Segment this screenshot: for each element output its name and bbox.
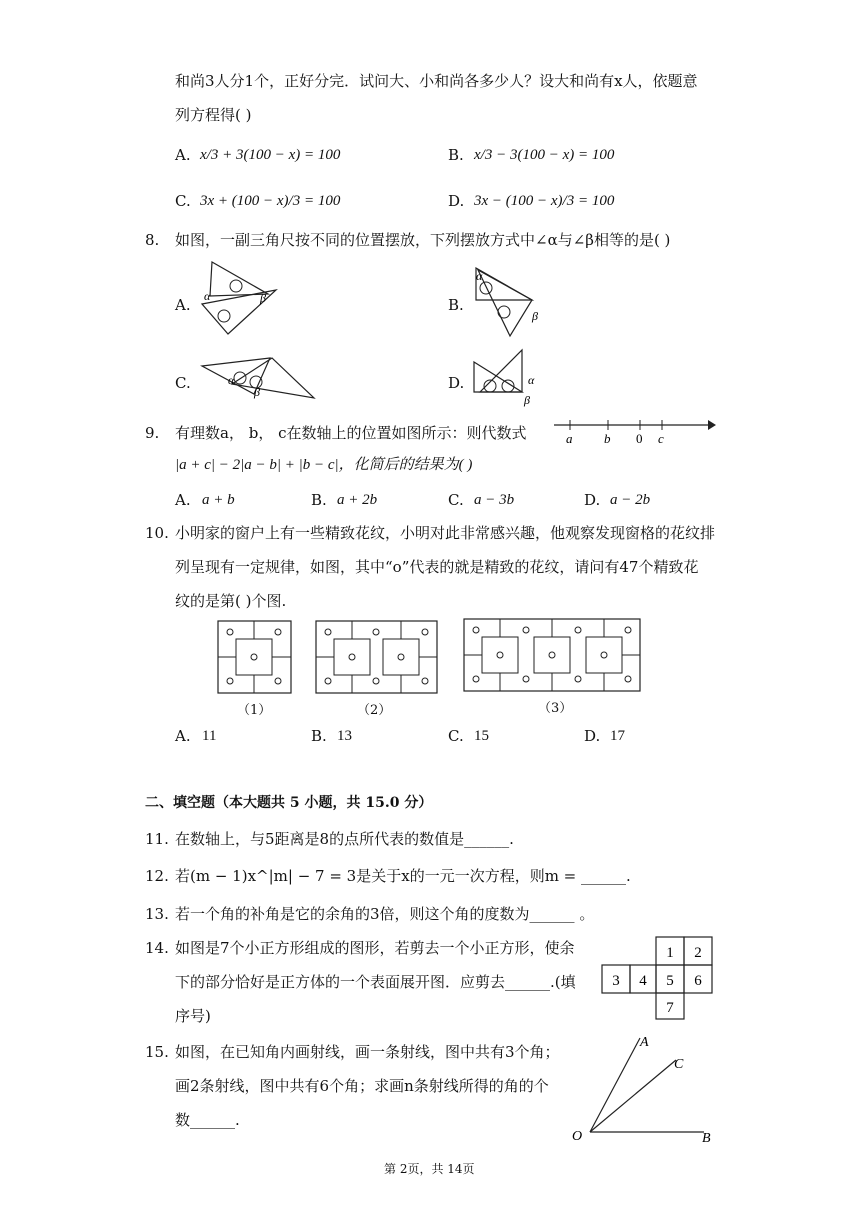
q15-line1: 如图，在已知角内画射线，画一条射线，图中共有3个角； (175, 1043, 560, 1061)
q8-option-a-label: A. (175, 296, 191, 314)
point-o-label: O (572, 1129, 583, 1144)
q7-option-d: 3x − (100 − x)/3 = 100 (474, 193, 615, 209)
q10-line3: 纹的是第( )个图. (175, 592, 287, 610)
q10-option-b: 13 (337, 728, 352, 744)
q7-option-a-label: A. (175, 146, 191, 164)
alpha-label: α (228, 373, 235, 387)
q9-number: 9. (145, 424, 160, 442)
q13-number: 13. (145, 905, 169, 923)
q14-line2: 下的部分恰好是正方体的一个表面展开图．应剪去______.(填 (175, 973, 576, 991)
q10-option-d-label: D. (584, 727, 601, 745)
alpha-label: α (204, 289, 211, 303)
q7-line2: 列方程得( ) (175, 106, 252, 124)
q9-line1: 有理数a， b， c在数轴上的位置如图所示：则代数式 (175, 424, 527, 442)
q7-option-b: x/3 − 3(100 − x) = 100 (474, 147, 615, 163)
axis-label-a: a (566, 431, 573, 446)
q9-option-a-label: A. (175, 491, 191, 509)
axis-label-c: c (658, 431, 664, 446)
q14-net-figure (600, 935, 716, 1021)
q9-option-b: a + 2b (337, 492, 378, 508)
cell-6: 6 (694, 973, 702, 989)
q10-figure-3-caption: （3） (538, 701, 573, 716)
q7-option-c: 3x + (100 − x)/3 = 100 (200, 193, 341, 209)
q15-line3: 数______. (175, 1111, 240, 1129)
q7-option-c-label: C. (175, 192, 191, 210)
q11-number: 11. (145, 830, 169, 848)
q10-option-b-label: B. (311, 727, 327, 745)
cell-7: 7 (666, 1000, 674, 1016)
q15-line2: 画2条射线，图中共有6个角；求画n条射线所得的角的个 (175, 1077, 549, 1095)
q10-figure-2 (315, 620, 439, 696)
q10-option-d: 17 (610, 728, 625, 744)
q11-text: 在数轴上，与5距离是8的点所代表的数值是______. (175, 830, 514, 848)
q9-option-b-label: B. (311, 491, 327, 509)
q9-option-c-label: C. (448, 491, 464, 509)
page-footer: 第 2页，共 14页 (384, 1162, 475, 1176)
q10-line1: 小明家的窗户上有一些精致花纹，小明对此非常感兴趣，他观察发现窗格的花纹排 (175, 524, 716, 542)
q9-option-a: a + b (202, 492, 235, 508)
q7-option-a: x/3 + 3(100 − x) = 100 (200, 147, 341, 163)
q8-option-b-label: B. (448, 296, 464, 314)
section-title: 二、填空题（本大题共 5 小题，共 15.0 分） (145, 795, 433, 811)
q8-number: 8. (145, 231, 160, 249)
point-a-label: A (640, 1035, 649, 1050)
q8-option-d-label: D. (448, 374, 465, 392)
point-b-label: B (702, 1131, 711, 1146)
cell-1: 1 (666, 945, 674, 961)
q14-line1: 如图是7个小正方形组成的图形，若剪去一个小正方形，使余 (175, 939, 575, 957)
alpha-label: α (476, 269, 483, 283)
q9-option-c: a − 3b (474, 492, 515, 508)
beta-label: β (254, 385, 260, 399)
q10-option-a-label: A. (175, 727, 191, 745)
q10-figure-1 (217, 620, 293, 696)
q8-option-c-label: C. (175, 374, 191, 392)
q13-text: 若一个角的补角是它的余角的3倍，则这个角的度数为______ 。 (175, 905, 595, 923)
q7-option-d-label: D. (448, 192, 465, 210)
q15-angle-figure (568, 1030, 718, 1146)
cell-2: 2 (694, 945, 702, 961)
point-c-label: C (674, 1057, 684, 1072)
q14-line3: 序号) (175, 1007, 211, 1025)
q10-option-a: 11 (202, 728, 217, 744)
cell-3: 3 (612, 973, 620, 989)
q10-figure-2-caption: （2） (357, 703, 392, 718)
q7-option-b-label: B. (448, 146, 464, 164)
axis-label-zero: 0 (636, 431, 643, 446)
beta-label: β (532, 309, 538, 323)
q9-option-d-label: D. (584, 491, 601, 509)
q14-number: 14. (145, 939, 169, 957)
q8-text: 如图，一副三角尺按不同的位置摆放，下列摆放方式中∠α与∠β相等的是( ) (175, 231, 671, 249)
q10-figure-3 (463, 618, 643, 694)
q9-option-d: a − 2b (610, 492, 651, 508)
q10-option-c: 15 (474, 728, 489, 744)
axis-label-b: b (604, 431, 611, 446)
q8-figure-d (470, 348, 550, 410)
q12-number: 12. (145, 867, 169, 885)
q8-figure-c (196, 354, 320, 402)
q10-figure-1-caption: （1） (237, 703, 272, 718)
q10-line2: 列呈现有一定规律，如图，其中“o”代表的就是精致的花纹，请问有47个精致花 (175, 558, 699, 576)
cell-4: 4 (639, 973, 647, 989)
q12-text: 若(m − 1)x^|m| − 7 = 3是关于x的一元一次方程，则m = ______. (175, 867, 631, 885)
q7-line1: 和尚3人分1个，正好分完．试问大、小和尚各多少人？设大和尚有x人，依题意 (175, 72, 698, 90)
beta-label: β (524, 393, 530, 407)
cell-5: 5 (666, 973, 674, 989)
q10-option-c-label: C. (448, 727, 464, 745)
q9-line2: |a + c| − 2|a − b| + |b − c|，化简后的结果为( ) (175, 457, 473, 473)
q8-figure-a (198, 258, 282, 342)
q8-figure-b (470, 264, 550, 348)
beta-label: β (260, 291, 266, 305)
q15-number: 15. (145, 1043, 169, 1061)
q10-number: 10. (145, 524, 169, 542)
alpha-label: α (528, 373, 535, 387)
q9-number-line (548, 412, 718, 446)
